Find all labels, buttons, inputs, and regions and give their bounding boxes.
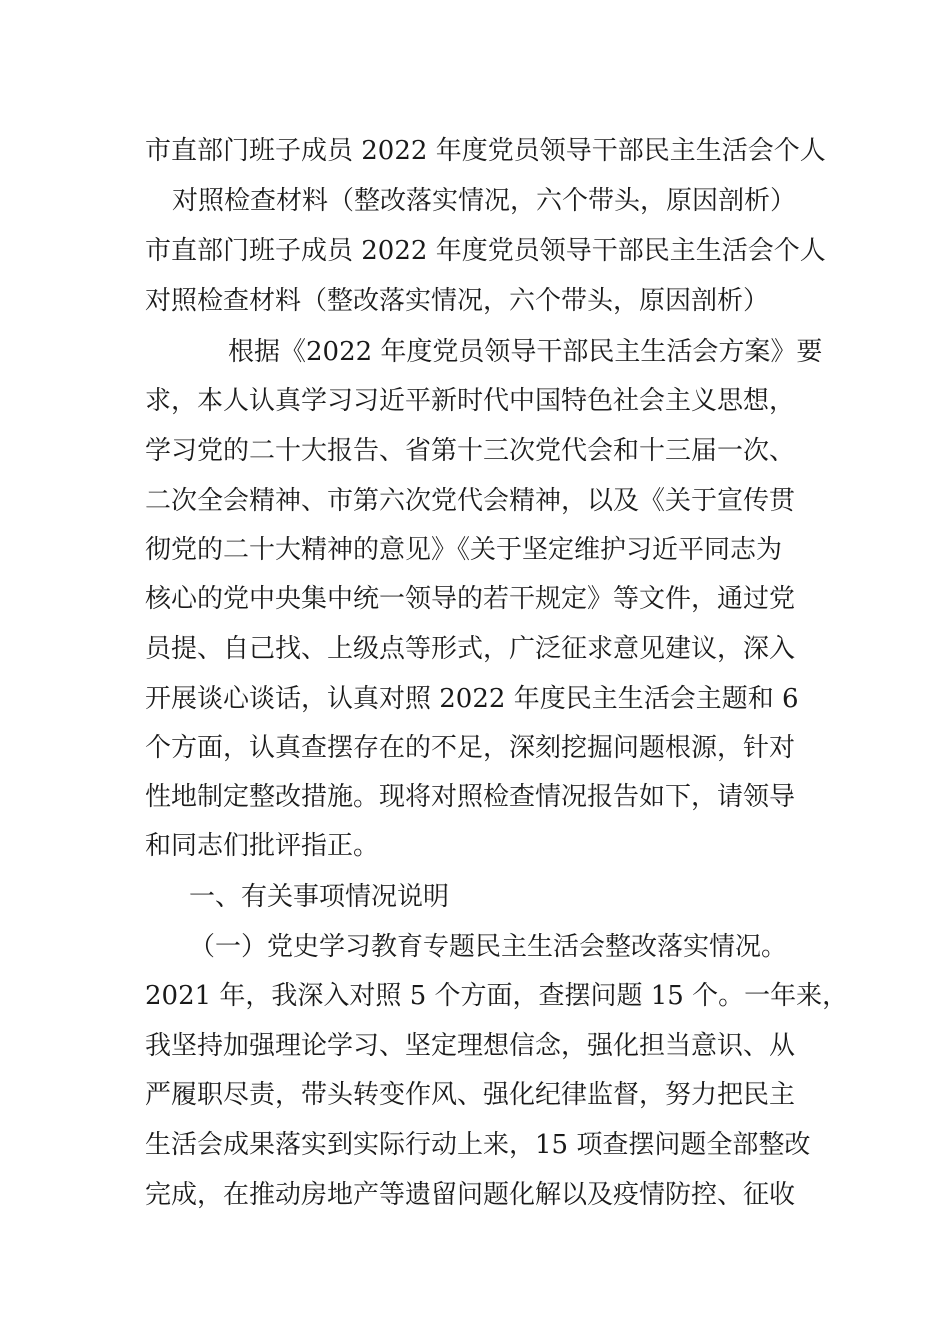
body-line: 2021 年，我深入对照 5 个方面，查摆问题 15 个。一年来， — [145, 981, 849, 1011]
body-line: 根据《2022 年度党员领导干部民主生活会方案》要 — [228, 337, 823, 367]
body-line: 完成，在推动房地产等遗留问题化解以及疫情防控、征收 — [145, 1180, 796, 1210]
body-line: 严履职尽责，带头转变作风、强化纪律监督，努力把民主 — [145, 1080, 796, 1110]
body-line: 彻党的二十大精神的意见》《关于坚定维护习近平同志为 — [145, 535, 783, 565]
body-line: 和同志们批评指正。 — [145, 831, 380, 861]
body-line: 生活会成果落实到实际行动上来，15 项查摆问题全部整改 — [145, 1130, 811, 1160]
body-line: 我坚持加强理论学习、坚定理想信念，强化担当意识、从 — [145, 1031, 796, 1061]
title-line-2: 对照检查材料（整改落实情况，六个带头，原因剖析） — [172, 186, 797, 216]
subsection-heading: （一）党史学习教育专题民主生活会整改落实情况。 — [189, 932, 788, 962]
body-line: 求，本人认真学习习近平新时代中国特色社会主义思想， — [145, 386, 796, 416]
body-line: 学习党的二十大报告、省第十三次党代会和十三届一次、 — [145, 436, 796, 466]
body-line: 性地制定整改措施。现将对照检查情况报告如下，请领导 — [145, 782, 796, 812]
body-line: 核心的党中央集中统一领导的若干规定》等文件，通过党 — [145, 584, 796, 614]
subtitle-line-1: 市直部门班子成员 2022 年度党员领导干部民主生活会个人 — [145, 236, 826, 266]
body-line: 个方面，认真查摆存在的不足，深刻挖掘问题根源，针对 — [145, 733, 796, 763]
body-line: 开展谈心谈话，认真对照 2022 年度民主生活会主题和 6 — [145, 684, 799, 714]
title-line-1: 市直部门班子成员 2022 年度党员领导干部民主生活会个人 — [145, 136, 826, 166]
section-heading: 一、有关事项情况说明 — [189, 882, 450, 912]
subtitle-line-2: 对照检查材料（整改落实情况，六个带头，原因剖析） — [145, 286, 770, 316]
body-line: 员提、自己找、上级点等形式，广泛征求意见建议，深入 — [145, 634, 796, 664]
body-line: 二次全会精神、市第六次党代会精神，以及《关于宣传贯 — [145, 486, 796, 516]
